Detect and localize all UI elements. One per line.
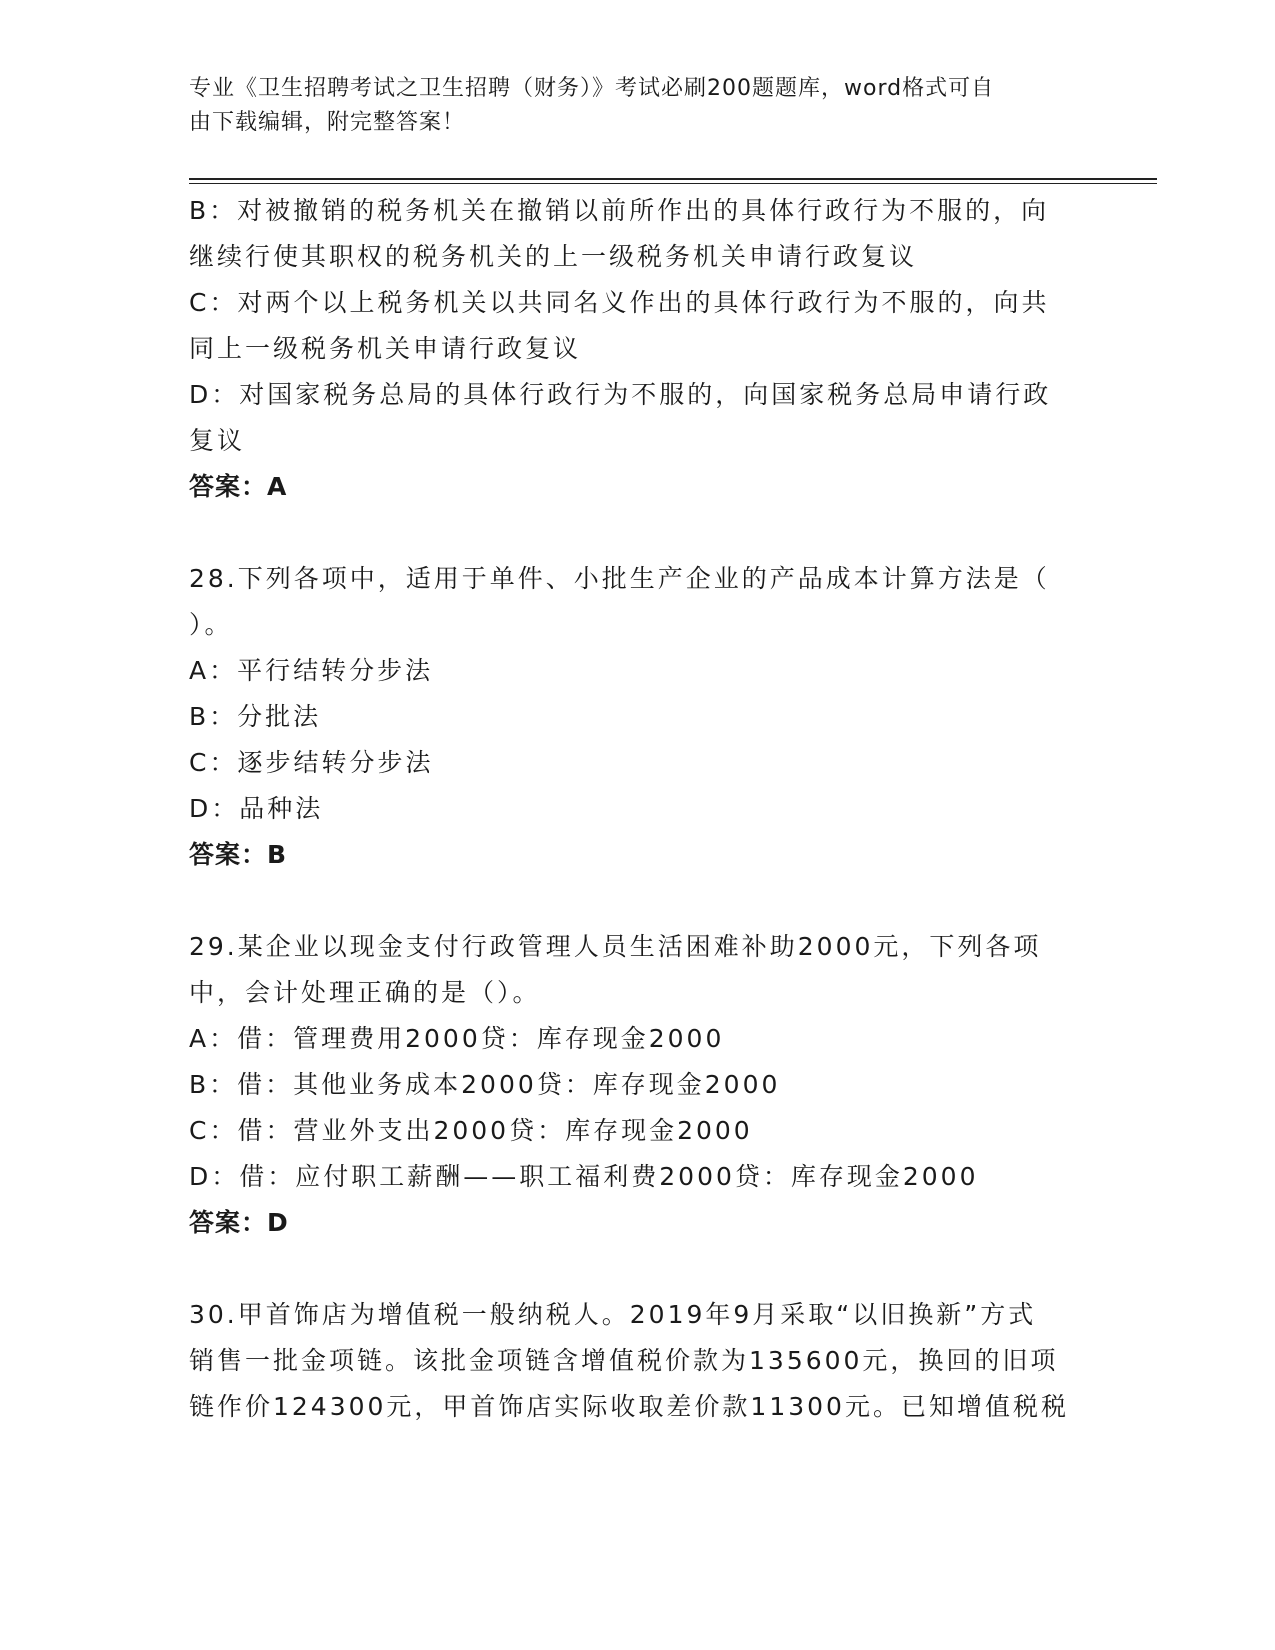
option-b: B：分批法: [189, 702, 322, 731]
option-a: A：平行结转分步法: [189, 656, 434, 685]
option-b-line-1: B：对被撤销的税务机关在撤销以前所作出的具体行政行为不服的，向: [189, 196, 1050, 225]
option-b-line-2: 继续行使其职权的税务机关的上一级税务机关申请行政复议: [189, 242, 918, 271]
answer: 答案：B: [189, 840, 288, 869]
option-d: D：借：应付职工薪酬——职工福利费2000贷：库存现金2000: [189, 1162, 979, 1191]
option-d: D：品种法: [189, 794, 324, 823]
header-rule-thick: [189, 178, 1157, 180]
spacer: [189, 1246, 1079, 1292]
option-c: C：逐步结转分步法: [189, 748, 434, 777]
option-d-line-2: 复议: [189, 426, 246, 455]
spacer: [189, 510, 1079, 556]
spacer: [189, 878, 1079, 924]
header-line-1: 专业《卫生招聘考试之卫生招聘（财务）》考试必刷200题题库，word格式可自: [189, 76, 995, 101]
question-stem-line-3: 链作价124300元，甲首饰店实际收取差价款11300元。已知增值税税: [189, 1392, 1069, 1421]
document-header: [189, 72, 1069, 140]
answer: 答案：A: [189, 472, 288, 501]
question-27-continued: [189, 188, 1079, 510]
header-rule-thin: [189, 183, 1157, 184]
question-stem-line-2: 中，会计处理正确的是（）。: [189, 978, 541, 1007]
document-body: [189, 188, 1079, 1430]
option-a: A：借：管理费用2000贷：库存现金2000: [189, 1024, 725, 1053]
option-b: B：借：其他业务成本2000贷：库存现金2000: [189, 1070, 781, 1099]
question-stem-line-2: ）。: [189, 610, 233, 639]
option-d-line-1: D：对国家税务总局的具体行政行为不服的，向国家税务总局申请行政: [189, 380, 1052, 409]
header-line-2: 由下载编辑，附完整答案！: [189, 110, 466, 135]
question-30: [189, 1292, 1079, 1430]
option-c-line-1: C：对两个以上税务机关以共同名义作出的具体行政行为不服的，向共: [189, 288, 1050, 317]
question-29: [189, 924, 1079, 1246]
question-stem-line-1: 29.某企业以现金支付行政管理人员生活困难补助2000元，下列各项: [189, 932, 1042, 961]
question-stem-line-1: 30.甲首饰店为增值税一般纳税人。2019年9月采取“以旧换新”方式: [189, 1300, 1037, 1329]
option-c: C：借：营业外支出2000贷：库存现金2000: [189, 1116, 753, 1145]
question-stem-line-1: 28.下列各项中，适用于单件、小批生产企业的产品成本计算方法是（: [189, 564, 1050, 593]
question-28: [189, 556, 1079, 878]
answer: 答案：D: [189, 1208, 289, 1237]
option-c-line-2: 同上一级税务机关申请行政复议: [189, 334, 582, 363]
question-stem-line-2: 销售一批金项链。该批金项链含增值税价款为135600元，换回的旧项: [189, 1346, 1059, 1375]
